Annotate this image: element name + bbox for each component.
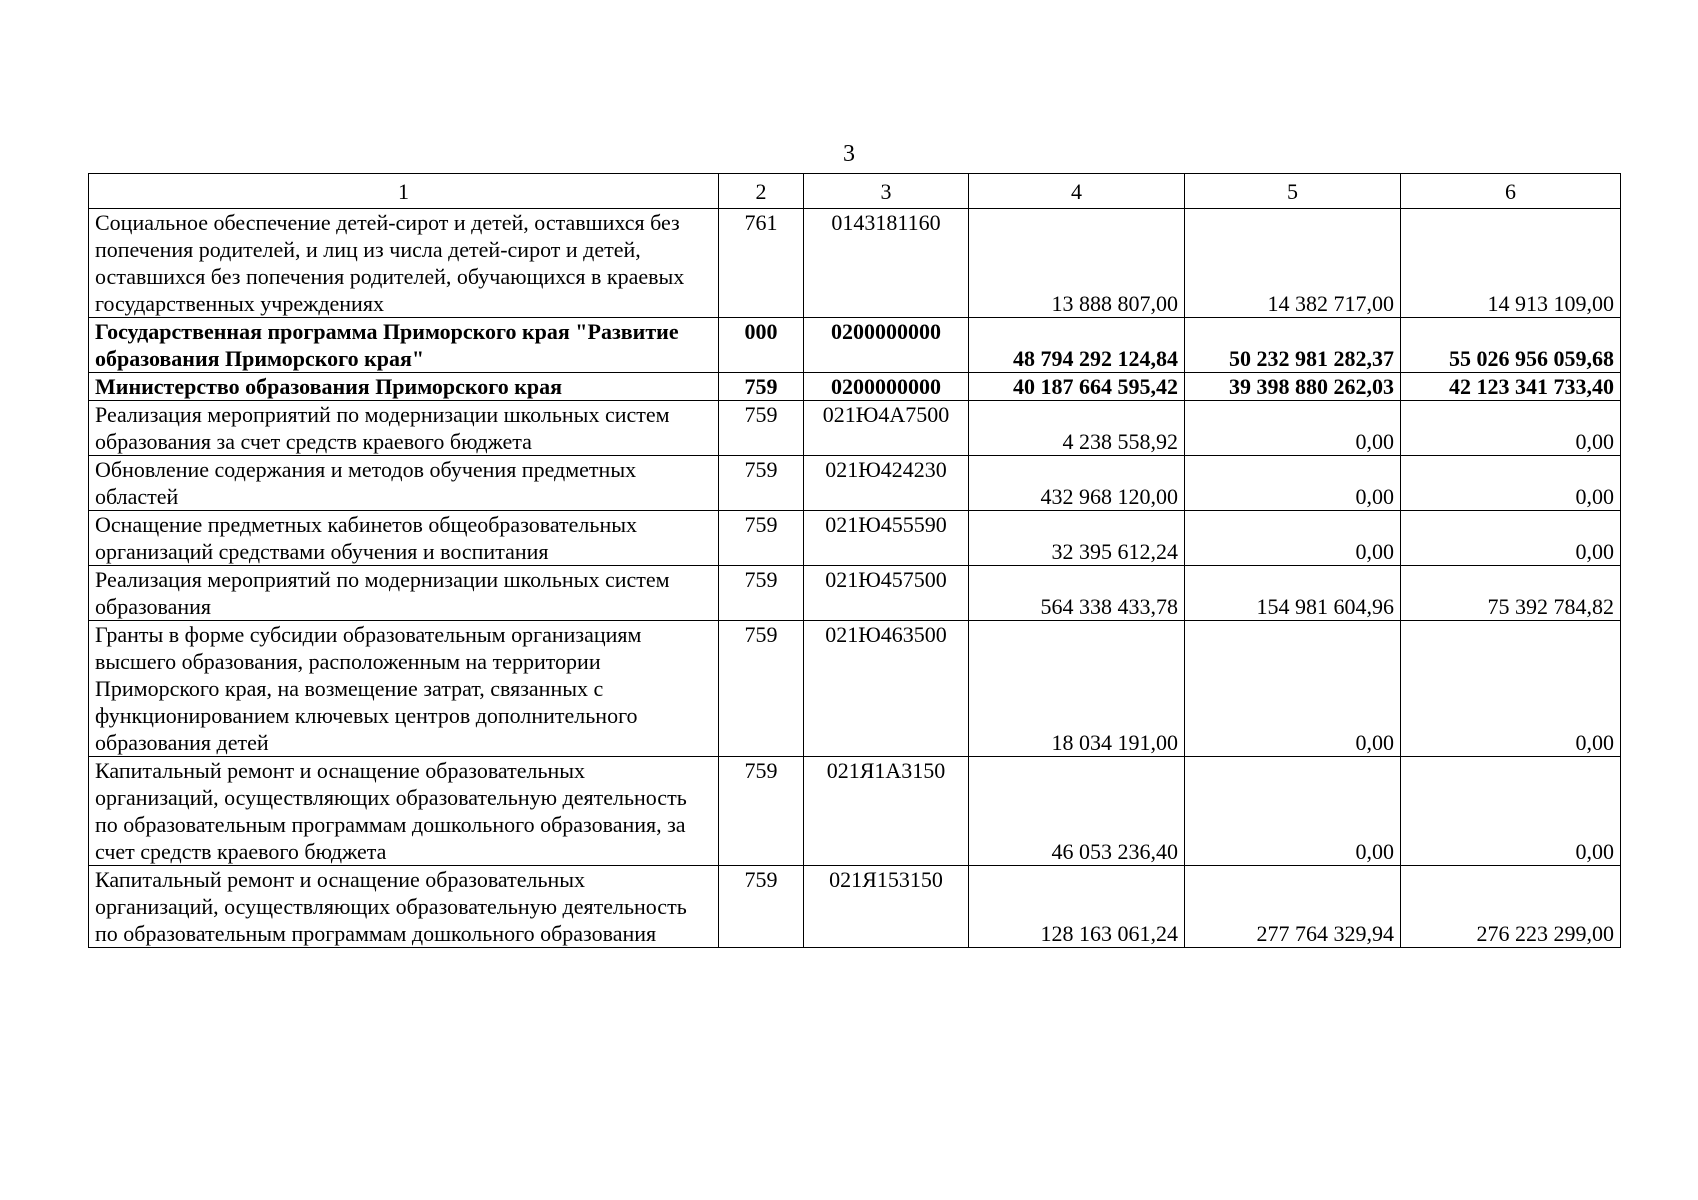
row-target-article-code: 021Я1А3150	[804, 757, 969, 866]
column-header: 6	[1401, 174, 1621, 209]
table-row	[89, 209, 1621, 318]
row-target-article-code: 021Ю424230	[804, 456, 969, 511]
row-name: Обновление содержания и методов обучения предметных областей	[89, 456, 719, 511]
row-grbs-code: 759	[719, 757, 804, 866]
row-amount-col6: 55 026 956 059,68	[1401, 318, 1621, 373]
column-header: 4	[969, 174, 1185, 209]
table-row	[89, 401, 1621, 456]
row-amount-col5: 0,00	[1185, 401, 1401, 456]
row-target-article-code: 0200000000	[804, 373, 969, 401]
table-row	[89, 456, 1621, 511]
row-name: Капитальный ремонт и оснащение образовательных организаций, осуществляющих образовательную деятельность по образовательным программам дошкольного образования	[89, 866, 719, 948]
row-amount-col4: 18 034 191,00	[969, 621, 1185, 757]
row-grbs-code: 759	[719, 566, 804, 621]
table-row	[89, 621, 1621, 757]
row-amount-col4: 128 163 061,24	[969, 866, 1185, 948]
row-target-article-code: 021Я153150	[804, 866, 969, 948]
row-amount-col6: 0,00	[1401, 401, 1621, 456]
row-name: Реализация мероприятий по модернизации школьных систем образования	[89, 566, 719, 621]
row-grbs-code: 759	[719, 373, 804, 401]
budget-table	[88, 173, 1621, 948]
row-name: Гранты в форме субсидии образовательным организациям высшего образования, расположенным на территории Приморского края, на возмещение затрат, связанных с функционированием ключевых центров дополнительного образования детей	[89, 621, 719, 757]
row-name: Министерство образования Приморского края	[89, 373, 719, 401]
row-grbs-code: 759	[719, 401, 804, 456]
row-target-article-code: 0200000000	[804, 318, 969, 373]
row-amount-col6: 0,00	[1401, 621, 1621, 757]
row-amount-col4: 4 238 558,92	[969, 401, 1185, 456]
row-amount-col6: 0,00	[1401, 757, 1621, 866]
row-target-article-code: 021Ю457500	[804, 566, 969, 621]
row-amount-col4: 40 187 664 595,42	[969, 373, 1185, 401]
row-amount-col6: 276 223 299,00	[1401, 866, 1621, 948]
row-amount-col5: 50 232 981 282,37	[1185, 318, 1401, 373]
column-header: 5	[1185, 174, 1401, 209]
table-row	[89, 866, 1621, 948]
row-name: Оснащение предметных кабинетов общеобразовательных организаций средствами обучения и воспитания	[89, 511, 719, 566]
row-amount-col5: 39 398 880 262,03	[1185, 373, 1401, 401]
row-grbs-code: 759	[719, 866, 804, 948]
row-amount-col5: 0,00	[1185, 621, 1401, 757]
table-row	[89, 757, 1621, 866]
row-amount-col5: 154 981 604,96	[1185, 566, 1401, 621]
row-target-article-code: 0143181160	[804, 209, 969, 318]
row-amount-col6: 75 392 784,82	[1401, 566, 1621, 621]
row-amount-col4: 432 968 120,00	[969, 456, 1185, 511]
header-row	[89, 174, 1621, 209]
row-name: Государственная программа Приморского края "Развитие образования Приморского края"	[89, 318, 719, 373]
row-name: Социальное обеспечение детей-сирот и детей, оставшихся без попечения родителей, и лиц из числа детей-сирот и детей, оставшихся без попечения родителей, обучающихся в краевых государственных учреждениях	[89, 209, 719, 318]
row-grbs-code: 761	[719, 209, 804, 318]
table-row	[89, 566, 1621, 621]
row-amount-col4: 48 794 292 124,84	[969, 318, 1185, 373]
row-amount-col4: 564 338 433,78	[969, 566, 1185, 621]
row-grbs-code: 000	[719, 318, 804, 373]
row-amount-col6: 42 123 341 733,40	[1401, 373, 1621, 401]
column-header: 3	[804, 174, 969, 209]
column-header: 1	[89, 174, 719, 209]
row-grbs-code: 759	[719, 621, 804, 757]
row-amount-col6: 0,00	[1401, 511, 1621, 566]
row-amount-col6: 14 913 109,00	[1401, 209, 1621, 318]
row-amount-col5: 14 382 717,00	[1185, 209, 1401, 318]
row-amount-col4: 13 888 807,00	[969, 209, 1185, 318]
table-row	[89, 511, 1621, 566]
row-amount-col4: 46 053 236,40	[969, 757, 1185, 866]
row-grbs-code: 759	[719, 511, 804, 566]
table-row	[89, 318, 1621, 373]
row-target-article-code: 021Ю4А7500	[804, 401, 969, 456]
row-amount-col4: 32 395 612,24	[969, 511, 1185, 566]
page-number: 3	[843, 141, 855, 167]
row-target-article-code: 021Ю455590	[804, 511, 969, 566]
row-amount-col6: 0,00	[1401, 456, 1621, 511]
row-amount-col5: 0,00	[1185, 511, 1401, 566]
row-amount-col5: 277 764 329,94	[1185, 866, 1401, 948]
row-amount-col5: 0,00	[1185, 757, 1401, 866]
table-row	[89, 373, 1621, 401]
row-name: Капитальный ремонт и оснащение образовательных организаций, осуществляющих образовательную деятельность по образовательным программам дошкольного образования, за счет средств краевого бюджета	[89, 757, 719, 866]
row-name: Реализация мероприятий по модернизации школьных систем образования за счет средств краевого бюджета	[89, 401, 719, 456]
row-amount-col5: 0,00	[1185, 456, 1401, 511]
row-grbs-code: 759	[719, 456, 804, 511]
row-target-article-code: 021Ю463500	[804, 621, 969, 757]
column-header: 2	[719, 174, 804, 209]
